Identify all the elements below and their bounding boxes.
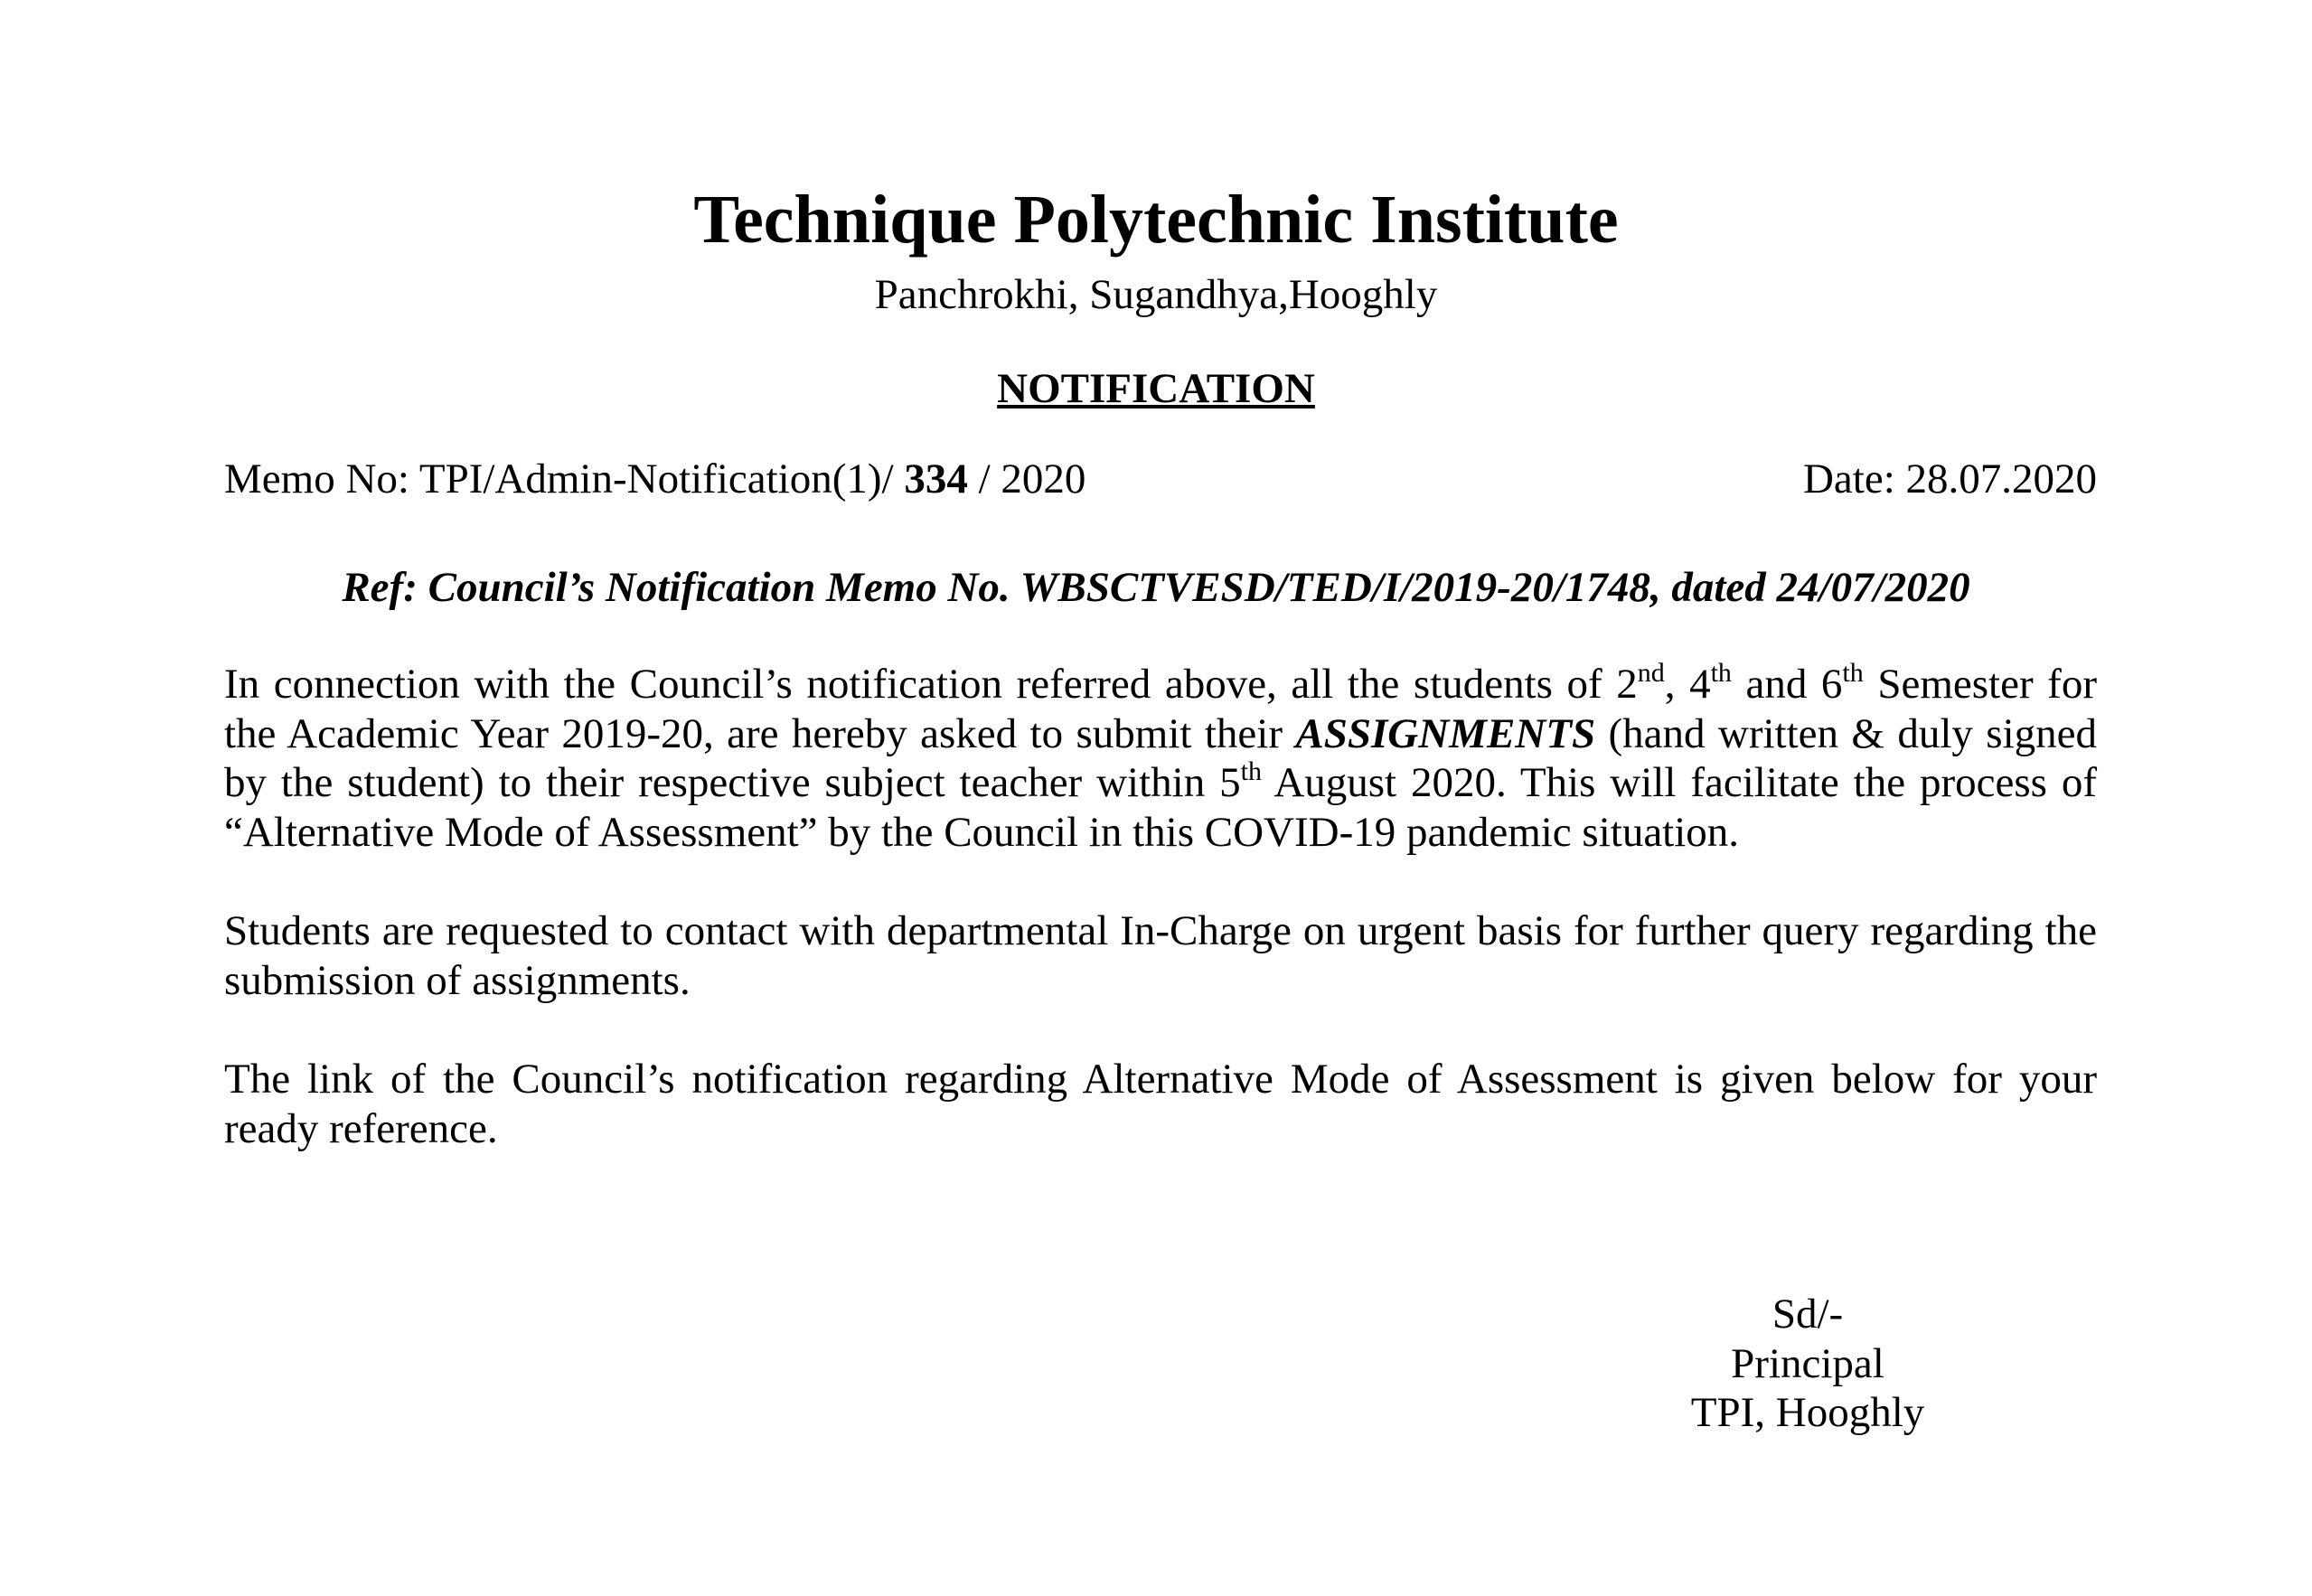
p1-sup-4: th — [1240, 756, 1262, 786]
institute-address: Panchrokhi, Sugandhya,Hooghly — [874, 271, 1438, 318]
institute-name: Technique Polytechnic Institute — [693, 182, 1619, 258]
p1-text-1: In connection with the Council’s notification referred above, all the students of 2 — [224, 661, 1638, 708]
memo-serial: 334 — [904, 455, 968, 502]
memo-number — [224, 452, 1086, 506]
signature-sd: Sd/- — [1772, 1291, 1844, 1338]
reference-line: Ref: Council’s Notification Memo No. WBSCTVESD/TED/I/2019-20/1748, dated 24/07/2020 — [342, 564, 1970, 611]
p1-text-5: (hand written & duly signed by the student) to their respective subject teacher within 5 — [224, 709, 2097, 806]
p1-sup-2: th — [1710, 658, 1732, 688]
memo-suffix: / 2020 — [967, 455, 1086, 502]
p1-text-2: , 4 — [1664, 661, 1711, 708]
memo-date: Date: 28.07.2020 — [1802, 455, 2097, 502]
paragraph-link: The link of the Council’s notification regarding Alternative Mode of Assessment is given below for your ready reference. — [224, 1056, 2097, 1152]
paragraph-contact: Students are requested to contact with departmental In-Charge on urgent basis for further query regarding the submission of assignments. — [224, 907, 2097, 1004]
p1-text-4: Semester for the Academic Year 2019-20, are hereby asked to submit their — [224, 661, 2097, 757]
notification-title: NOTIFICATION — [997, 365, 1315, 412]
p1-sup-3: th — [1842, 658, 1864, 688]
p1-sup-1: nd — [1637, 658, 1665, 688]
p1-text-3: and 6 — [1731, 661, 1843, 708]
signature-title: Principal — [1731, 1339, 1884, 1387]
p1-text-6: August 2020. This will facilitate the process of “Alternative Mode of Assessment” by the Council in this COVID-19 pandemic situation. — [224, 759, 2097, 856]
p1-emphasis: ASSIGNMENTS — [1295, 709, 1596, 757]
signature-org: TPI, Hooghly — [1690, 1389, 1925, 1436]
paragraph-assignments — [224, 660, 2097, 857]
signature-block — [1609, 1290, 2007, 1438]
memo-prefix: Memo No: TPI/Admin-Notification(1)/ — [224, 455, 905, 502]
